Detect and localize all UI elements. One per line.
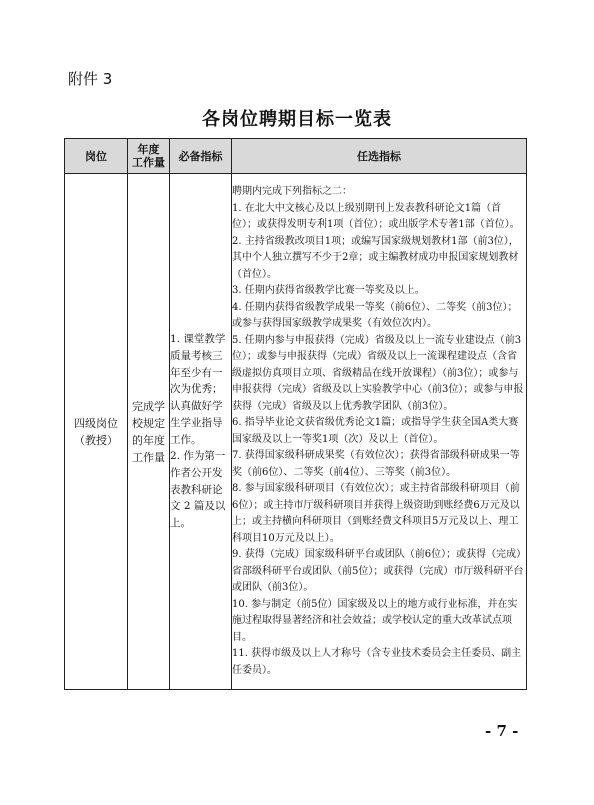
table-row (65, 174, 527, 690)
optional-list (232, 201, 526, 680)
list-item: 9. 获得（完成）国家级科研平台或团队（前6位）；或获得（完成）省部级科研平台或团队（前5位）；或获得（完成）市厅级科研平台或团队（前3位）。 (232, 549, 524, 593)
cell-workload: 完成学校规定的年度工作量 (128, 174, 170, 690)
header-required: 必备指标 (170, 139, 232, 174)
cell-required: 1. 课堂教学质量考核三年至少有一次为优秀；认真做好学生学业指导工作。 2. 作为第一作者公开发表教科研论文 2 篇及以上。 (170, 174, 232, 690)
attachment-label: 附件 3 (68, 70, 113, 88)
list-item: 2. 主持省级教改项目1项；或编写国家级规划教材1部（前3位），其中个人独立撰写不少于2章；或主编教材成功申报国家规划教材（首位）。 (232, 235, 519, 280)
targets-table (64, 138, 527, 690)
optional-intro: 聘期内完成下列指标之二： (232, 186, 352, 197)
list-item: 10. 参与制定（前5位）国家级及以上的地方或行业标准，并在实施过程取得显著经济和社会效益；或学校认定的重大改革试点项目。 (232, 598, 518, 643)
header-post: 岗位 (65, 139, 128, 174)
list-item: 7. 获得国家级科研成果奖（有效位次）；获得省部级科研成果一等奖（前6位）、二等奖（前4位）、三等奖（前3位）。 (232, 450, 520, 478)
list-item: 8. 参与国家级科研项目（有效位次）；或主持省部级科研项目（前6位）；或主持市厅级科研项目并获得上级资助到账经费6万元及以上；或主持横向科研项目（到账经费文科项目5万元及以上、理工科项目10万元及以上）。 (232, 483, 520, 544)
cell-optional (232, 174, 527, 690)
document-title: 各岗位聘期目标一览表 (202, 109, 392, 130)
page-number: - 7 - (485, 722, 519, 740)
list-item: 6. 指导毕业论文获省级优秀论文1篇；或指导学生获全国A类大赛国家级及以上一等奖1项（次）及以上（首位）。 (232, 417, 519, 445)
list-item: 1. 在北大中文核心及以上级别期刊上发表教科研论文1篇（首位）；或获得发明专利1项（首位）；或出版学术专著1部（首位）。 (232, 202, 520, 230)
cell-post: 四级岗位 （教授） (65, 174, 128, 690)
list-item: 4. 任期内获得省级教学成果一等奖（前6位）、二等奖（前3位）；或参与获得国家级教学成果奖（有效位次内）。 (232, 301, 518, 329)
table-header-row (65, 139, 527, 174)
list-item: 3. 任期内获得省级教学比赛一等奖及以上。 (232, 285, 425, 296)
header-annual-workload: 年度 工作量 (128, 139, 170, 174)
header-optional: 任选指标 (232, 139, 527, 174)
list-item: 11. 获得市级及以上人才称号（含专业技术委员会主任委员、副主任委员）。 (232, 648, 522, 676)
list-item: 5. 任期内参与申报获得（完成）省级及以上一流专业建设点（前3位）；或参与申报获得（完成）省级及以上一流课程建设点（含省级虚拟仿真项目立项、省级精品在线开放课程）（前3位）；或参与申报获得（完成）省级及以上实验教学中心（前3位）；或参与申报获得（完成）省级及以上优秀教学团队（前3位）。 (232, 334, 524, 412)
